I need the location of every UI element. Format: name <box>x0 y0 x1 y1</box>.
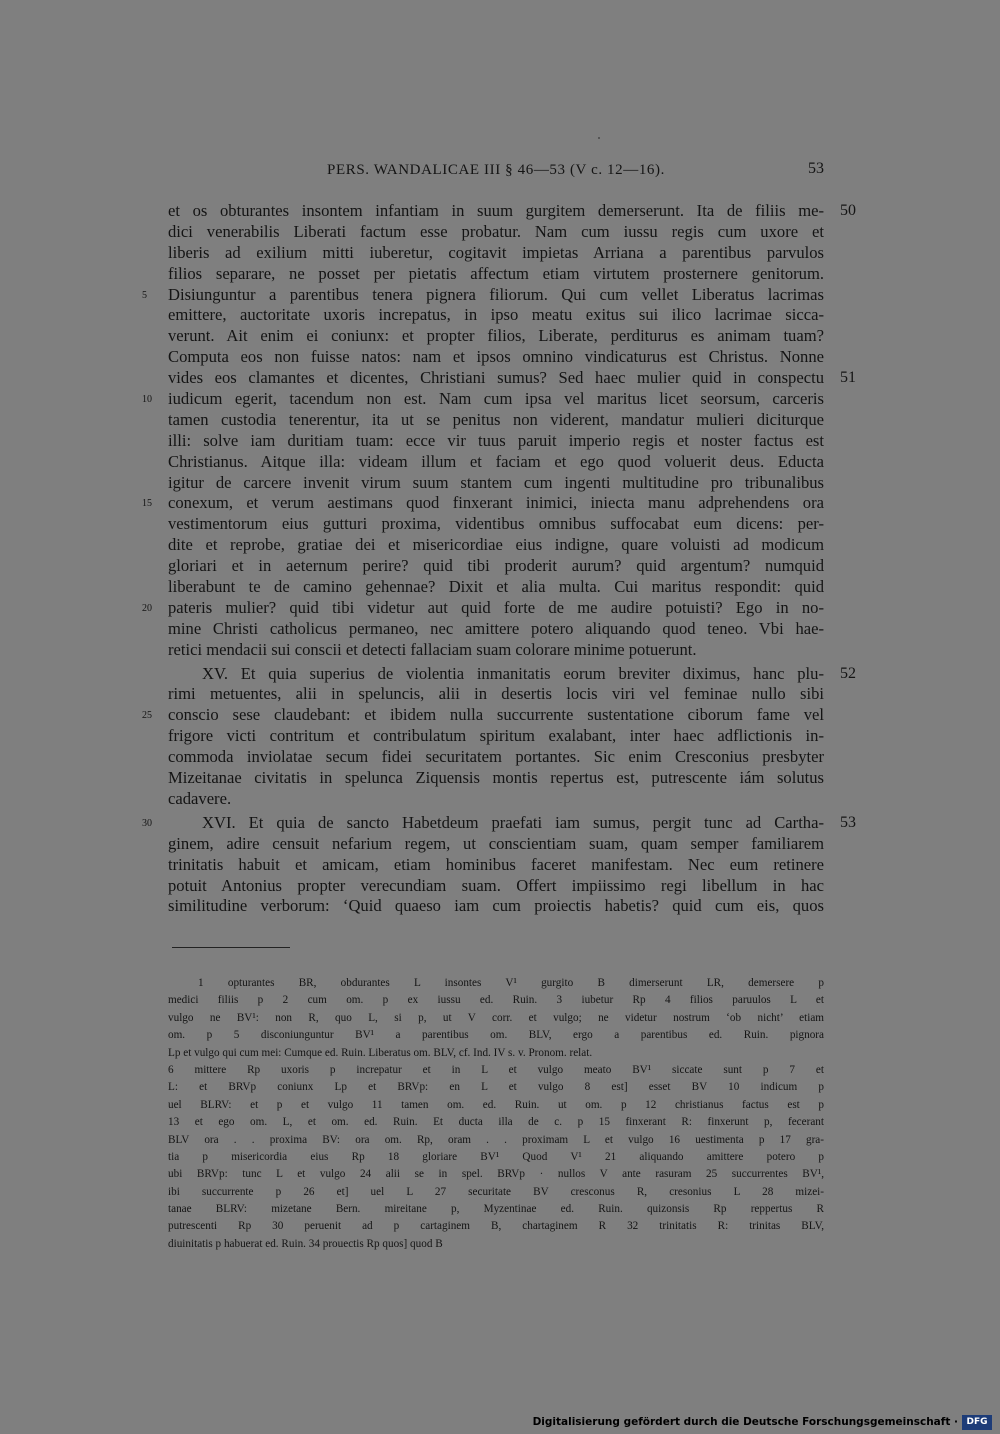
text-line-content: commoda inviolatae secum fidei securitatem portantes. Sic enim Cresconius presbyter <box>168 747 824 767</box>
text-line-content: conscio sese claudebant: et ibidem nulla succurrente sustentatione ciborum fame vel <box>168 705 824 725</box>
text-line-content: illi: solve iam duritiam tuam: ecce vir tuus paruit imperio regis et noster factus est <box>168 430 824 450</box>
footnote-line: ubi BRVp: tunc L et vulgo 24 alii se in spel. BRVp · nullos V ante rasuram 25 succurrentes BV¹, <box>168 1168 824 1181</box>
text-line-content: trinitatis habuit et amicam, etiam hominibus faceret manifestam. Nec eum retinere <box>168 854 824 874</box>
text-line <box>142 284 824 306</box>
text-line <box>168 663 856 685</box>
text-line <box>168 876 824 897</box>
text-line <box>168 410 824 431</box>
text-line <box>168 768 824 789</box>
page-number: 53 <box>808 160 824 177</box>
footnote-line: 6 mittere Rp uxoris p increpatur et in L et vulgo meato BV¹ siccate sunt p 7 et <box>168 1063 824 1076</box>
footnote-line: medici filiis p 2 cum om. p ex iussu ed. Ruin. 3 iubetur Rp 4 filios paruulos L et <box>168 994 824 1007</box>
text-line <box>168 834 824 855</box>
text-line-content: rimi metuentes, alii in speluncis, alii in desertis locis viri vel feminae nullo sibi <box>168 684 824 704</box>
text-line-content: dite et reprobe, gratiae dei et misericordiae eius indigne, quare voluisti ad modicum <box>168 535 824 555</box>
text-line-content: Christianus. Aitque illa: videam illum et faciam et ego quod voluerit deus. Educta <box>168 451 824 471</box>
text-line-content: ginem, adire censuit nefarium regem, ut conscientiam suam, quam semper familiarem <box>168 833 824 853</box>
text-line-content: mine Christi catholicus permaneo, nec amittere potero aliquando quod teneo. Vbi hae- <box>168 618 824 638</box>
text-line-content: gloriari et in aeternum perire? quid tibi proderit aurum? quid argentum? numquid <box>168 556 824 576</box>
text-line <box>142 812 856 834</box>
line-number: 10 <box>142 394 152 406</box>
section-number: 52 <box>840 664 856 682</box>
text-line-content: tamen custodia tenerentur, ita ut se penitus non viderent, mandatur mulieri diciturque <box>168 409 824 429</box>
text-line-content: iudicum egerit, tacendum non est. Nam cum ipsa vel maritus licet seorsum, carceris <box>168 389 824 409</box>
line-number: 25 <box>142 710 152 722</box>
text-line <box>168 264 824 285</box>
text-line <box>168 789 824 810</box>
text-line-content: Computa eos non fuisse natos: nam et ipsos omnino vindicaturus est Christus. Nonne <box>168 347 824 367</box>
text-line <box>168 243 824 264</box>
text-line <box>168 640 824 661</box>
text-line <box>168 431 824 452</box>
running-header <box>168 160 824 182</box>
text-line <box>168 619 824 640</box>
footnote-line: uel BLRV: et p et vulgo 11 tamen om. ed. Ruin. ut om. p 12 christianus factus est p <box>168 1098 824 1111</box>
text-line-content: Mizeitanae civitatis in spelunca Ziquensis montis repertus est, putrescente iám solutus <box>168 768 824 788</box>
line-number: 5 <box>142 289 147 301</box>
text-line-content: liberis ad exilium mitti iuberetur, cogitavit impietas Arriana a parentibus parvulos <box>168 242 824 262</box>
section-number: 53 <box>840 813 856 831</box>
section-number: 50 <box>840 202 856 219</box>
footnote-line: tanae BLRV: mizetane Bern. mireitane p, Myzentinae ed. Ruin. quizonsis Rp reppertus R <box>168 1203 824 1216</box>
text-line <box>142 389 824 410</box>
text-line <box>142 597 824 619</box>
text-line <box>168 726 824 747</box>
footnote-line: tia p misericordia eius Rp 18 gloriare BV¹ Quod V¹ 21 aliquando amittere potero p <box>168 1150 824 1163</box>
footnote-line: om. p 5 disconiunguntur BV¹ a parentibus om. BLV, ergo a parentibus ed. Ruin. pignora <box>168 1029 824 1042</box>
text-line-content: dici venerabilis Liberati factum esse probatur. Nam cum iussu regis cum uxore et <box>168 221 824 241</box>
text-line-content: et os obturantes insontem infantiam in suum gurgitem demerserunt. Ita de filiis me- <box>168 201 824 220</box>
text-line-content: igitur de carcere invenit virum suum stantem cum ingenti multitudine pro tribunalibus <box>168 472 824 492</box>
text-line <box>168 747 824 768</box>
text-line <box>168 347 824 368</box>
scan-mark <box>598 137 600 139</box>
footer <box>0 1410 1000 1434</box>
text-line <box>142 705 824 726</box>
text-line <box>168 535 824 556</box>
text-line-content: emittere, auctoritate uxoris increpatus, in ipso meatu exitus sui ilico lacrimae sicca- <box>168 305 824 325</box>
text-line-content: frigore victi contritum et contribulatum spiritum exalabant, inter haec adflictionis in- <box>168 726 824 746</box>
text-line-content: pateris mulier? quid tibi videtur aut quid forte de me audire potuisti? Ego in no- <box>168 597 824 617</box>
footnote-line: putrescenti Rp 30 peruenit ad p cartaginem B, chartaginem R 32 trinitatis R: trinitas BLV, <box>168 1220 824 1233</box>
header-title: PERS. WANDALICAE III § 46—53 (V c. 12—16). <box>327 162 665 178</box>
main-text <box>142 201 856 917</box>
text-line <box>168 577 824 598</box>
footnote-rule <box>172 947 290 948</box>
dfg-credit: Digitalisierung gefördert durch die Deutsche Forschungsgemeinschaft · <box>532 1416 958 1428</box>
text-line <box>168 514 824 535</box>
footnote-line: ibi succurrente p 26 et] uel L 27 securitate BV cresconus R, cresonius L 28 mizei- <box>168 1185 824 1198</box>
text-line <box>168 855 824 876</box>
text-line-content: vestimentorum eius gutturi proxima, videntibus omnibus suffocabat eum dicens: per- <box>168 514 824 534</box>
text-line <box>142 493 824 514</box>
text-line-content: retici mendacii sui conscii et detecti fallaciam suam colorare minime potuerunt. <box>168 639 697 659</box>
text-line-content: similitudine verborum: ‘Quid quaeso iam cum proiectis habetis? quid cum eis, quos <box>168 896 824 916</box>
text-line-content: filios separare, ne posset per pietatis affectum etiam virtutem prosternere genitorum. <box>168 263 824 283</box>
text-line-content: liberabunt te de camino gehennae? Dixit et alia multa. Cui maritus respondit: quid <box>168 577 824 597</box>
text-line-content: verunt. Ait enim ei coniunx: et propter filios, Liberate, perditurus es animam tuam? <box>168 326 824 346</box>
footnote-line: BLV ora . . proxima BV: ora om. Rp, oram . . proximam L et vulgo 16 uestimenta p 17 gra- <box>168 1133 824 1146</box>
footnote-line: vulgo ne BV¹: non R, quo L, si p, ut V corr. et vulgo; ne videtur nostrum ‘ob nicht’ etiam <box>168 1011 824 1024</box>
text-line-content: cadavere. <box>168 788 232 808</box>
text-line <box>168 326 824 347</box>
footnote-line: 1 opturantes BR, obdurantes L insontes V¹ gurgito B dimerserunt LR, demersere p <box>198 977 824 989</box>
dfg-logo: DFG <box>962 1415 992 1430</box>
text-line <box>168 305 824 326</box>
text-line-content: vides eos clamantes et dicentes, Christiani sumus? Sed haec mulier quid in conspectu <box>168 368 824 388</box>
text-line <box>168 684 824 705</box>
text-line <box>168 896 824 917</box>
text-line <box>168 201 856 222</box>
footnote-line: L: et BRVp coniunx Lp et BRVp: en L et vulgo 8 est] esset BV 10 indicum p <box>168 1081 824 1094</box>
line-number: 20 <box>142 602 152 614</box>
text-line-content: XVI. Et quia de sancto Habetdeum praefati iam sumus, pergit tunc ad Cartha- <box>202 812 824 832</box>
text-line-content: potuit Antonius propter verecundiam suam. Offert impiissimo regi libellum in hac <box>168 875 824 895</box>
line-number: 15 <box>142 498 152 510</box>
text-line <box>168 452 824 473</box>
apparatus-criticus <box>168 975 824 1253</box>
text-line-content: conexum, et verum aestimans quod finxerant inimici, iniecta manu adprehendens ora <box>168 493 824 513</box>
line-number: 30 <box>142 817 152 829</box>
footnote-line: diuinitatis p habuerat ed. Ruin. 34 prouectis Rp quos] quod B <box>168 1237 443 1250</box>
text-line <box>168 368 856 389</box>
section-number: 51 <box>840 369 856 387</box>
text-line <box>168 222 824 243</box>
text-line <box>168 473 824 494</box>
text-line <box>168 556 824 577</box>
text-line-content: XV. Et quia superius de violentia inmanitatis eorum breviter diximus, hanc plu- <box>202 663 824 683</box>
text-line-content: Disiunguntur a parentibus tenera pignera filiorum. Qui cum vellet Liberatus lacrimas <box>168 284 824 304</box>
footnote-line: Lp et vulgo qui cum mei: Cumque ed. Ruin. Liberatus om. BLV, cf. Ind. IV s. v. Pronom. relat. <box>168 1046 593 1059</box>
footnote-line: 13 et ego om. L, et om. ed. Ruin. Et ducta illa de c. p 15 finxerant R: finxerunt p, fecerant <box>168 1116 824 1129</box>
